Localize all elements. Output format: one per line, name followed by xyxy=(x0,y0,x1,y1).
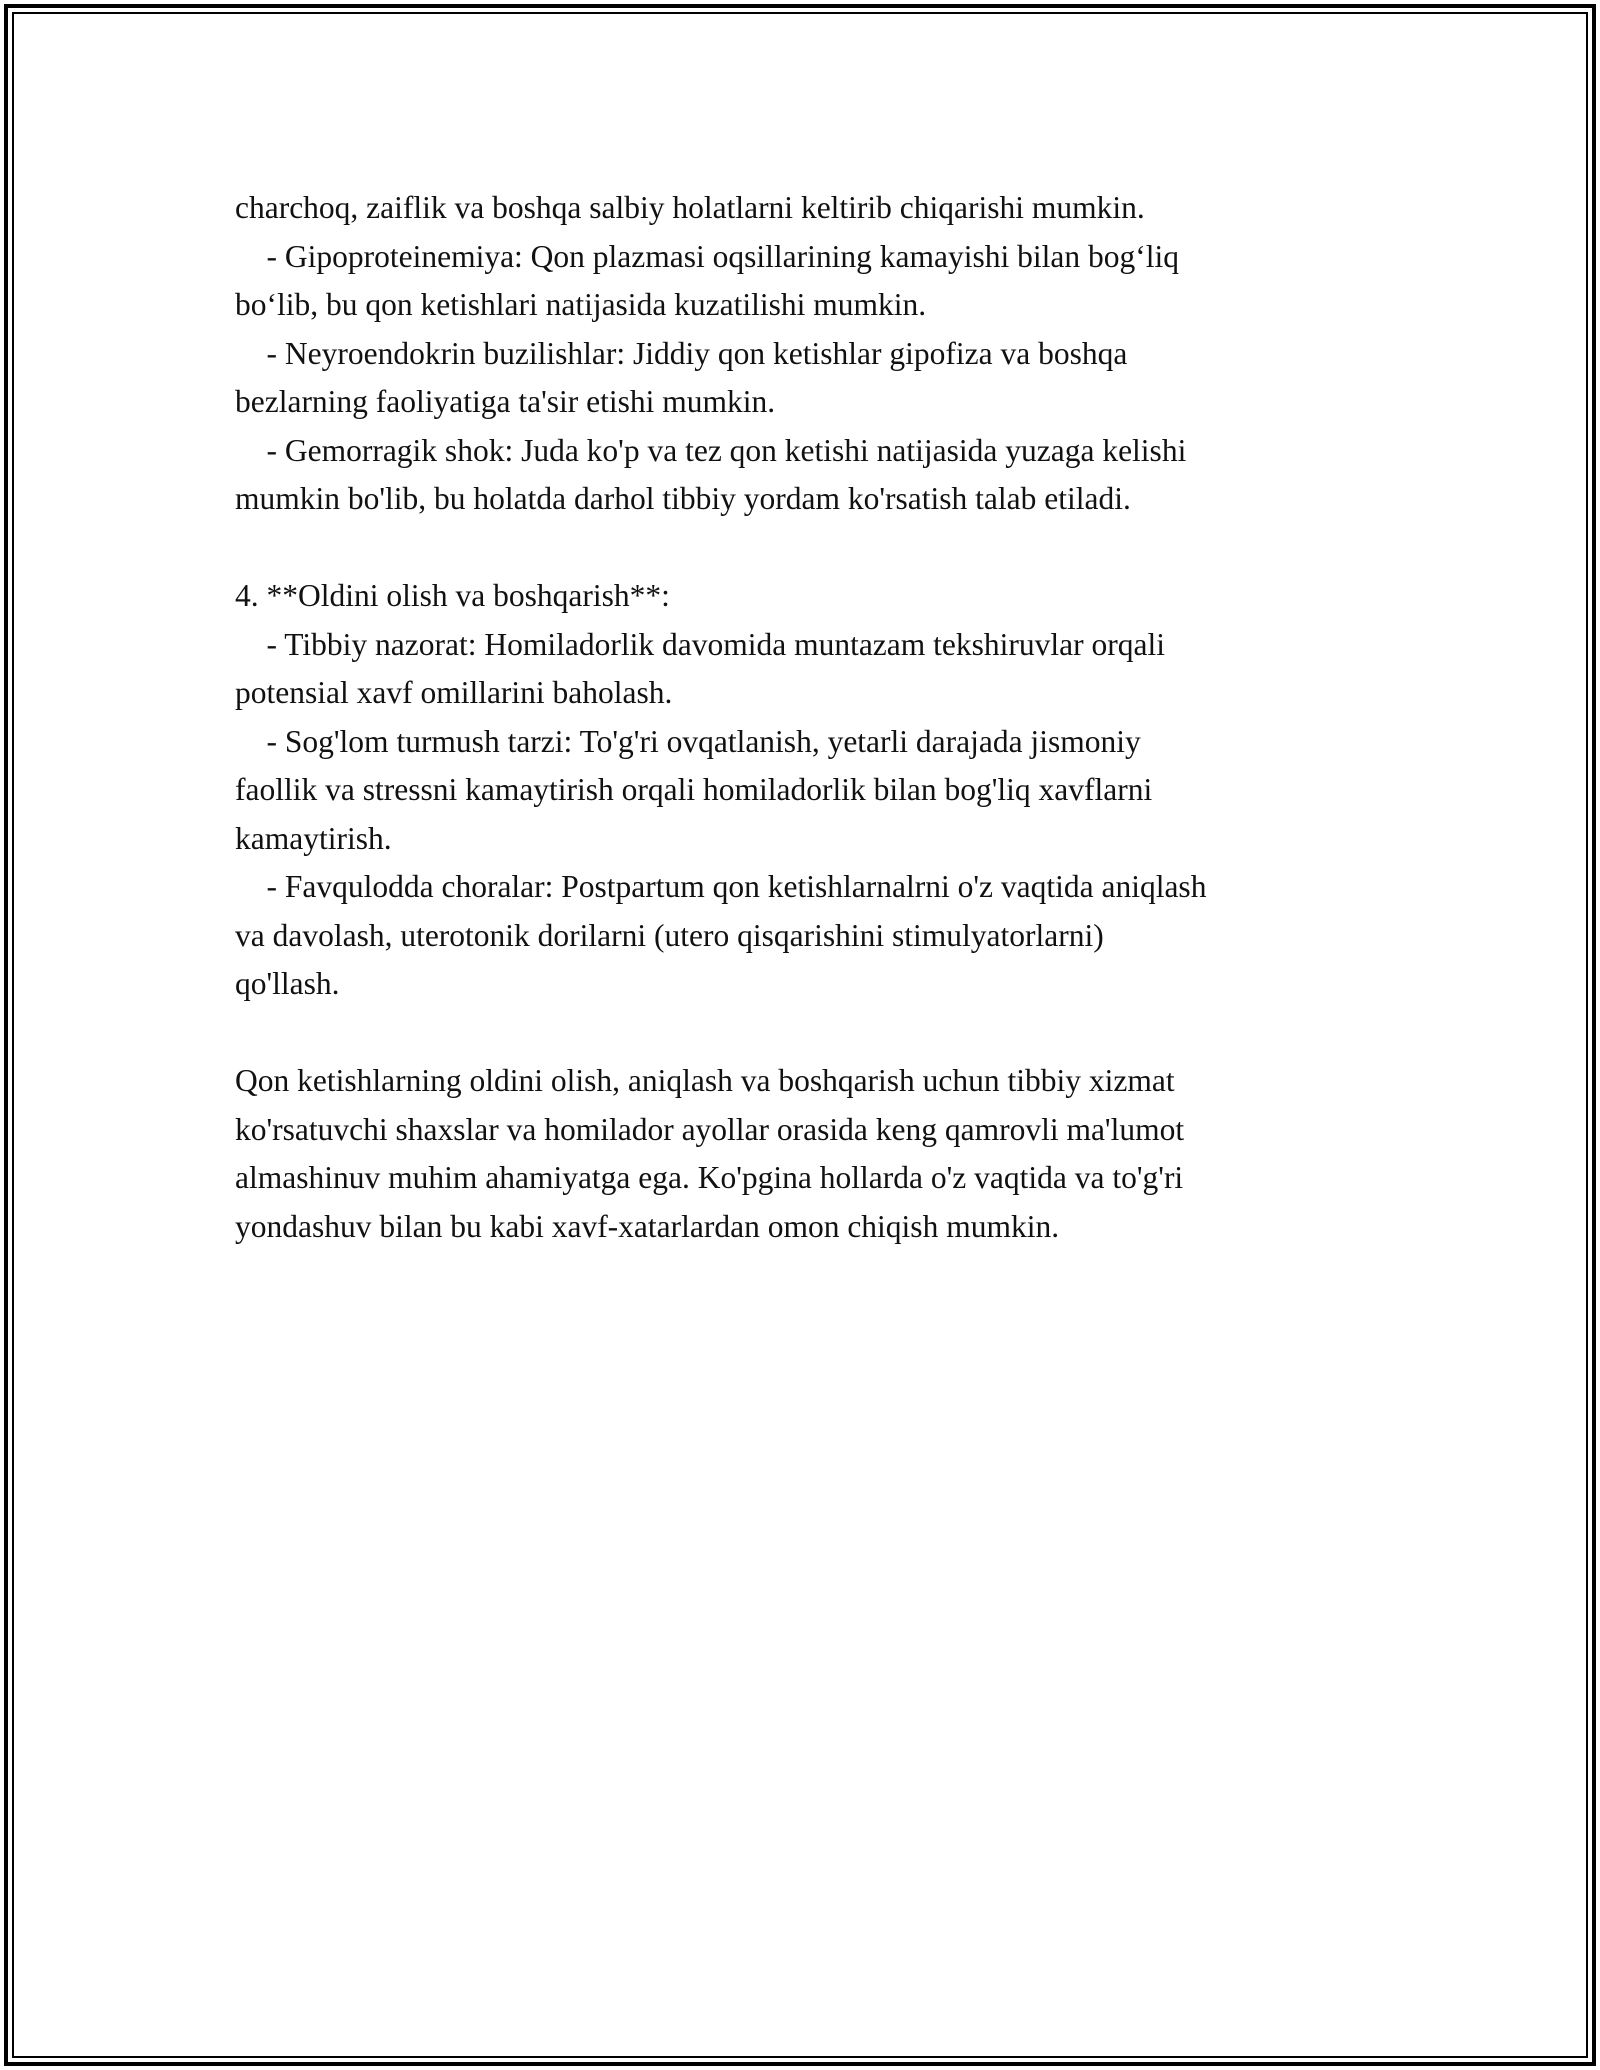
text-line: yondashuv bilan bu kabi xavf-xatarlardan omon chiqish mumkin. xyxy=(235,1208,1060,1244)
section-heading: 4. **Oldini olish va boshqarish**: xyxy=(235,578,670,613)
text-line: - Neyroendokrin buzilishlar: Jiddiy qon ketishlar gipofiza va boshqa xyxy=(235,335,1128,371)
text-line: potensial xavf omillarini baholash. xyxy=(235,675,673,710)
text-line: faollik va stressni kamaytirish orqali homiladorlik bilan bog'liq xavflarni xyxy=(235,772,1153,807)
text-line: almashinuv muhim ahamiyatga ega. Ko'pgina hollarda o'z vaqtida va to'g'ri xyxy=(235,1160,1184,1195)
text-line: kamaytirish. xyxy=(235,820,392,856)
text-line: - Gipoproteinemiya: Qon plazmasi oqsillarining kamayishi bilan bogʻliq xyxy=(235,238,1179,274)
text-line: - Tibbiy nazorat: Homiladorlik davomida muntazam tekshiruvlar orqali xyxy=(235,626,1165,662)
text-line: ko'rsatuvchi shaxslar va homilador ayollar orasida keng qamrovli ma'lumot xyxy=(235,1111,1185,1147)
document-body xyxy=(235,184,1385,1251)
text-line: va davolash, uterotonik dorilarni (utero qisqarishini stimulyatorlarni) xyxy=(235,917,1104,953)
text-line: - Sog'lom turmush tarzi: To'g'ri ovqatlanish, yetarli darajada jismoniy xyxy=(235,723,1141,759)
text-line: Qon ketishlarning oldini olish, aniqlash va boshqarish uchun tibbiy xizmat xyxy=(235,1063,1175,1098)
paragraph-gap xyxy=(235,1009,1385,1058)
text-line: boʻlib, bu qon ketishlari natijasida kuzatilishi mumkin. xyxy=(235,287,927,322)
text-line: mumkin bo'lib, bu holatda darhol tibbiy yordam ko'rsatish talab etiladi. xyxy=(235,481,1131,516)
text-line: - Favqulodda choralar: Postpartum qon ketishlarnalrni o'z vaqtida aniqlash xyxy=(235,869,1207,904)
text-line: charchoq, zaiflik va boshqa salbiy holatlarni keltirib chiqarishi mumkin. xyxy=(235,190,1145,225)
text-line: qo'llash. xyxy=(235,966,340,1001)
text-line: bezlarning faoliyatiga ta'sir etishi mumkin. xyxy=(235,384,776,419)
text-line: - Gemorragik shok: Juda ko'p va tez qon ketishi natijasida yuzaga kelishi xyxy=(235,432,1187,468)
paragraph-gap xyxy=(235,524,1385,573)
